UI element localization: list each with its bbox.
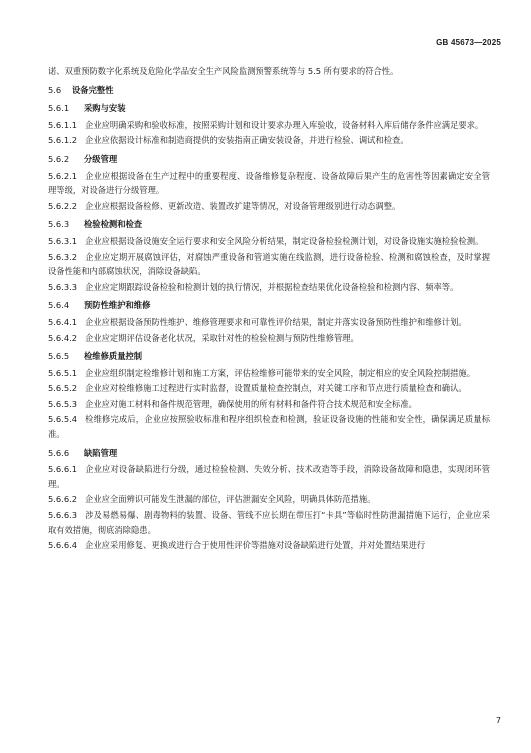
subsection-heading (48, 152, 490, 167)
clause-text: 企业应对检维修施工过程进行实时监督，设置质量检查控制点，对关键工序和节点进行质量检查和确认。 (85, 383, 467, 394)
subsection-number: 5.6.4 (48, 300, 70, 311)
clause-item (48, 133, 490, 148)
clause-number: 5.6.1.2 (48, 135, 78, 146)
clause-number: 5.6.4.1 (48, 316, 78, 327)
clause-text: 企业应定期开展腐蚀评估，对腐蚀严重设备和管道实施在线监测，进行设备检验、检测和腐蚀检查，及时掌握设备性能和内部腐蚀状况，消除设备缺陷。 (48, 251, 490, 277)
clause-number: 5.6.3.3 (48, 281, 78, 292)
subsection-title: 分级管理 (84, 153, 118, 164)
subsection-number: 5.6.3 (48, 219, 70, 230)
clause-number: 5.6.4.2 (48, 332, 78, 343)
section-title: 设备完整性 (72, 84, 114, 95)
clause-item (48, 397, 490, 412)
intro-paragraph: 诺、双重预防数字化系统及危险化学品安全生产风险监测预警系统等与 5.5 所有要求的符合性。 (48, 66, 399, 76)
section-heading (48, 83, 490, 98)
subsection-heading (48, 101, 490, 116)
clause-text: 企业应全面辨识可能发生泄漏的部位，评估泄漏安全风险，明确具体防范措施。 (85, 494, 376, 505)
clause-item (48, 169, 490, 198)
subsection-title: 检维修质量控制 (84, 351, 143, 362)
clause-text: 企业应定期评估设备老化状况，采取针对性的检验检测与预防性维修管理。 (85, 332, 359, 343)
standard-code-header: GB 45673—2025 (436, 38, 501, 47)
clause-number: 5.6.6.4 (48, 540, 78, 551)
clause-number: 5.6.2.2 (48, 200, 78, 211)
clause-text: 企业应定期跟踪设备检验和检测计划的执行情况，并根据检查结果优化设备检验和检测内容、频率等。 (85, 281, 459, 292)
subsection-number: 5.6.1 (48, 103, 70, 114)
subsection-number: 5.6.5 (48, 351, 70, 362)
clause-number: 5.6.2.1 (48, 170, 78, 181)
clause-item (48, 331, 490, 346)
clause-number: 5.6.5.4 (48, 414, 78, 425)
clause-number: 5.6.5.2 (48, 383, 78, 394)
clause-text: 企业应根据设备预防性维护、维修管理要求和可靠性评价结果，制定并落实设备预防性维护和维修计划。 (85, 316, 467, 327)
subsection-heading (48, 298, 490, 313)
subsection-heading (48, 349, 490, 364)
clause-item (48, 462, 490, 491)
page-number: 7 (495, 716, 501, 725)
clause-text: 检维修完成后，企业应按照验收标准和程序组织检查和检测，验证设备设施的性能和安全性，确保满足质量标准。 (48, 414, 490, 440)
clause-number: 5.6.6.3 (48, 510, 78, 521)
subsection-heading (48, 446, 490, 461)
clause-text: 企业应对设备缺陷进行分级，通过检验检测、失效分析、技术改造等手段，消除设备故障和隐患，实现闭环管理。 (48, 464, 490, 489)
subsection-heading (48, 217, 490, 232)
clause-text: 涉及易燃易爆、剧毒物料的装置、设备、管线不应长期在带压打“卡具”等临时性防泄漏措施下运行，企业应采取有效措施，彻底消除隐患。 (48, 510, 490, 535)
section-number: 5.6 (48, 84, 62, 95)
clause-text: 企业应根据设备在生产过程中的重要程度、设备维修复杂程度、设备故障后果产生的危害性等因素确定安全管理等级，对设备进行分级管理。 (48, 170, 490, 196)
subsection-number: 5.6.2 (48, 153, 70, 164)
subsection-title: 检验检测和检查 (84, 219, 143, 230)
clause-number: 5.6.1.1 (48, 119, 78, 130)
clause-item (48, 199, 490, 214)
subsection-list (48, 101, 490, 553)
clause-item (48, 381, 490, 396)
clause-text: 企业应对施工材料和备件规范管理，确保使用的所有材料和备件符合技术规范和安全标准。 (85, 398, 417, 409)
clause-item (48, 280, 490, 295)
clause-text: 企业应组织制定检维修计划和施工方案，评估检维修可能带来的安全风险，制定相应的安全风险控制措施。 (85, 367, 475, 378)
clause-number: 5.6.6.2 (48, 494, 78, 505)
page-content (48, 64, 490, 554)
clause-item (48, 412, 490, 441)
clause-number: 5.6.6.1 (48, 464, 78, 475)
clause-number: 5.6.5.1 (48, 367, 78, 378)
clause-number: 5.6.3.2 (48, 251, 78, 262)
subsection-number: 5.6.6 (48, 447, 70, 458)
clause-item (48, 492, 490, 507)
clause-number: 5.6.5.3 (48, 398, 78, 409)
subsection-title: 预防性维护和维修 (84, 300, 151, 311)
clause-item (48, 250, 490, 279)
clause-text: 企业应根据设备设施安全运行要求和安全风险分析结果，制定设备检验检测计划，对设备设施实施检验检测。 (85, 235, 484, 246)
subsection-title: 缺陷管理 (84, 447, 118, 458)
clause-item (48, 538, 490, 553)
clause-text: 企业应根据设备检修、更新改造、装置改扩建等情况，对设备管理级别进行动态调整。 (85, 200, 401, 211)
clause-text: 企业应依据设计标准和制造商提供的安装指南正确安装设备，并进行检验、调试和检查。 (85, 135, 409, 146)
clause-text: 企业应明确采购和验收标准，按照采购计划和设计要求办理入库验收，设备材料入库后储存条件应满足要求。 (85, 119, 484, 130)
clause-item (48, 118, 490, 133)
subsection-title: 采购与安装 (84, 103, 126, 114)
clause-item (48, 508, 490, 537)
clause-number: 5.6.3.1 (48, 235, 78, 246)
clause-item (48, 366, 490, 381)
clause-item (48, 234, 490, 249)
clause-item (48, 315, 490, 330)
clause-text: 企业应采用修复、更换或进行合于使用性评价等措施对设备缺陷进行处置，并对处置结果进行 (85, 540, 426, 551)
